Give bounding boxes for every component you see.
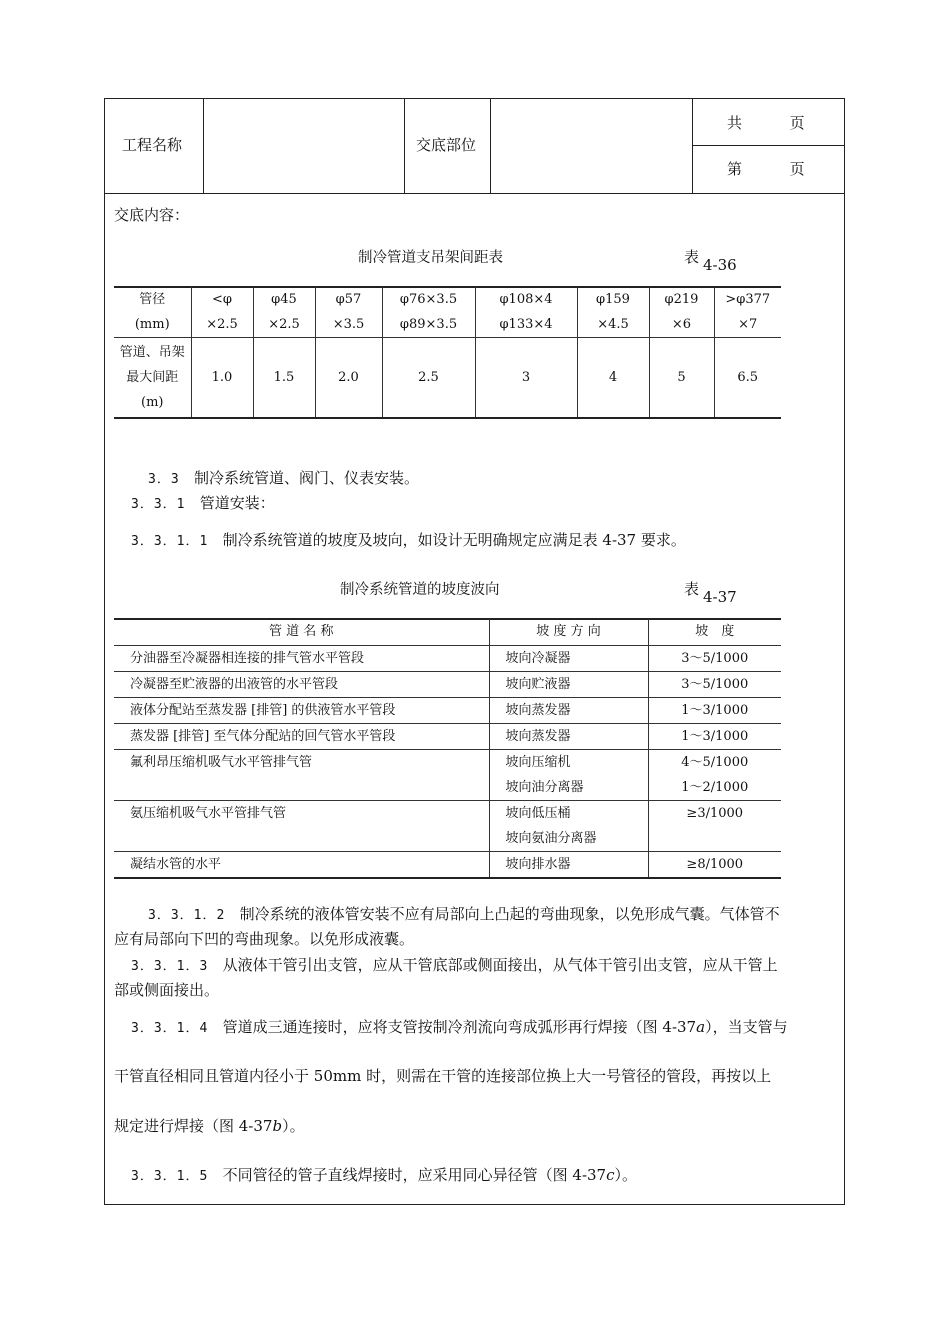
para-3-3-1-4-line3: 规定进行焊接（图 4-37b）。 xyxy=(114,1117,305,1135)
project-label: 工程名称 xyxy=(122,136,183,154)
table-row: 冷凝器至贮液器的出液管的水平管段 坡向贮液器 3～5/1000 xyxy=(114,671,781,697)
para-3-3-1-2-line1: 3．3．1．2 制冷系统的液体管安装不应有局部向上凸起的弯曲现象，以免形成气囊。气体管不 xyxy=(148,905,780,923)
table1-cell: φ159 ×4.5 xyxy=(577,287,649,338)
table1-title: 制冷管道支吊架间距表 xyxy=(358,250,503,266)
table1-value: 3 xyxy=(475,338,577,418)
table-row: 氨压缩机吸气水平管排气管 坡向低压桶 坡向氨油分离器 ≥3/1000 xyxy=(114,800,781,851)
para-3-3-1-3-line2: 部或侧面接出。 xyxy=(114,981,220,999)
page-number: 第 页 xyxy=(727,160,805,178)
divider xyxy=(404,99,405,193)
table1-row-header: 管径 (mm) xyxy=(114,287,191,338)
table1-value: 1.5 xyxy=(253,338,315,418)
table1-value: 2.0 xyxy=(315,338,382,418)
para-3-3-1-5: 3．3．1．5 不同管径的管子直线焊接时，应采用同心异径管（图 4-37c）。 xyxy=(131,1166,638,1184)
table2 xyxy=(114,619,781,879)
table1-cell: φ57 ×3.5 xyxy=(315,287,382,338)
table1-cell: φ219 ×6 xyxy=(649,287,714,338)
table1-cell: φ76×3.5 φ89×3.5 xyxy=(382,287,475,338)
table2-tag: 表 xyxy=(684,580,700,598)
section-3-3-1-1: 3．3．1．1 制冷系统管道的坡度及坡向，如设计无明确规定应满足表 4-37 要求。 xyxy=(131,531,686,549)
divider xyxy=(490,99,491,193)
divider xyxy=(692,145,844,146)
para-3-3-1-4-line1: 3．3．1．4 管道成三通连接时，应将支管按制冷剂流向弯成弧形再行焊接（图 4-37a），当支管与 xyxy=(131,1018,788,1036)
table1-bottom-rule xyxy=(114,417,781,419)
table1-number: 4-36 xyxy=(703,256,737,274)
para-3-3-1-2-line2: 应有局部向下凹的弯曲现象。以免形成液囊。 xyxy=(114,930,415,948)
table2-title: 制冷系统管道的坡度波向 xyxy=(340,582,500,598)
table1-tag: 表 xyxy=(684,248,700,266)
table2-header: 管 道 名 称 xyxy=(114,619,489,645)
table1-value: 6.5 xyxy=(737,370,759,386)
table1 xyxy=(114,287,781,418)
table2-header-row xyxy=(114,619,781,645)
location-label: 交底部位 xyxy=(416,136,477,154)
table1-value: 2.5 xyxy=(382,338,475,418)
divider xyxy=(692,99,693,193)
table2-header: 坡 度 xyxy=(648,619,781,645)
table-row: 氟利昂压缩机吸气水平管排气管 坡向压缩机 坡向油分离器 4～5/1000 1～2/1000 xyxy=(114,749,781,800)
table1-cell: >φ377 ×7 xyxy=(725,292,771,332)
table1-value: 4 xyxy=(577,338,649,418)
table1-spacing-row xyxy=(114,338,781,418)
table1-row2-header: 管道、吊架 最大间距 (m) xyxy=(114,338,191,418)
table1-value: 5 xyxy=(649,338,714,418)
table1-size-row xyxy=(114,287,781,338)
header-table xyxy=(105,99,844,194)
table-row: 蒸发器 [排管] 至气体分配站的回气管水平管段 坡向蒸发器 1～3/1000 xyxy=(114,723,781,749)
content-label: 交底内容： xyxy=(114,206,190,224)
section-3-3: 3．3 制冷系统管道、阀门、仪表安装。 xyxy=(148,469,419,487)
total-pages: 共 页 xyxy=(727,114,805,132)
table-row: 凝结水管的水平 坡向排水器 ≥8/1000 xyxy=(114,851,781,878)
table1-cell: φ108×4 φ133×4 xyxy=(475,287,577,338)
table-row: 分油器至冷凝器相连接的排气管水平管段 坡向冷凝器 3～5/1000 xyxy=(114,645,781,671)
table2-header: 坡 度 方 向 xyxy=(489,619,648,645)
table1-value: 1.0 xyxy=(191,338,253,418)
table1-cell: <φ ×2.5 xyxy=(191,287,253,338)
table-row: 液体分配站至蒸发器 [排管] 的供液管水平管段 坡向蒸发器 1～3/1000 xyxy=(114,697,781,723)
para-3-3-1-4-line2: 干管直径相同且管道内径小于 50mm 时，则需在干管的连接部位换上大一号管径的管段，再按以上 xyxy=(114,1067,772,1085)
table2-number: 4-37 xyxy=(703,588,737,606)
para-3-3-1-3-line1: 3．3．1．3 从液体干管引出支管，应从干管底部或侧面接出，从气体干管引出支管，应从干管上 xyxy=(131,956,778,974)
divider xyxy=(203,99,204,193)
section-3-3-1: 3．3．1 管道安装： xyxy=(131,494,275,512)
table1-cell: φ45 ×2.5 xyxy=(253,287,315,338)
